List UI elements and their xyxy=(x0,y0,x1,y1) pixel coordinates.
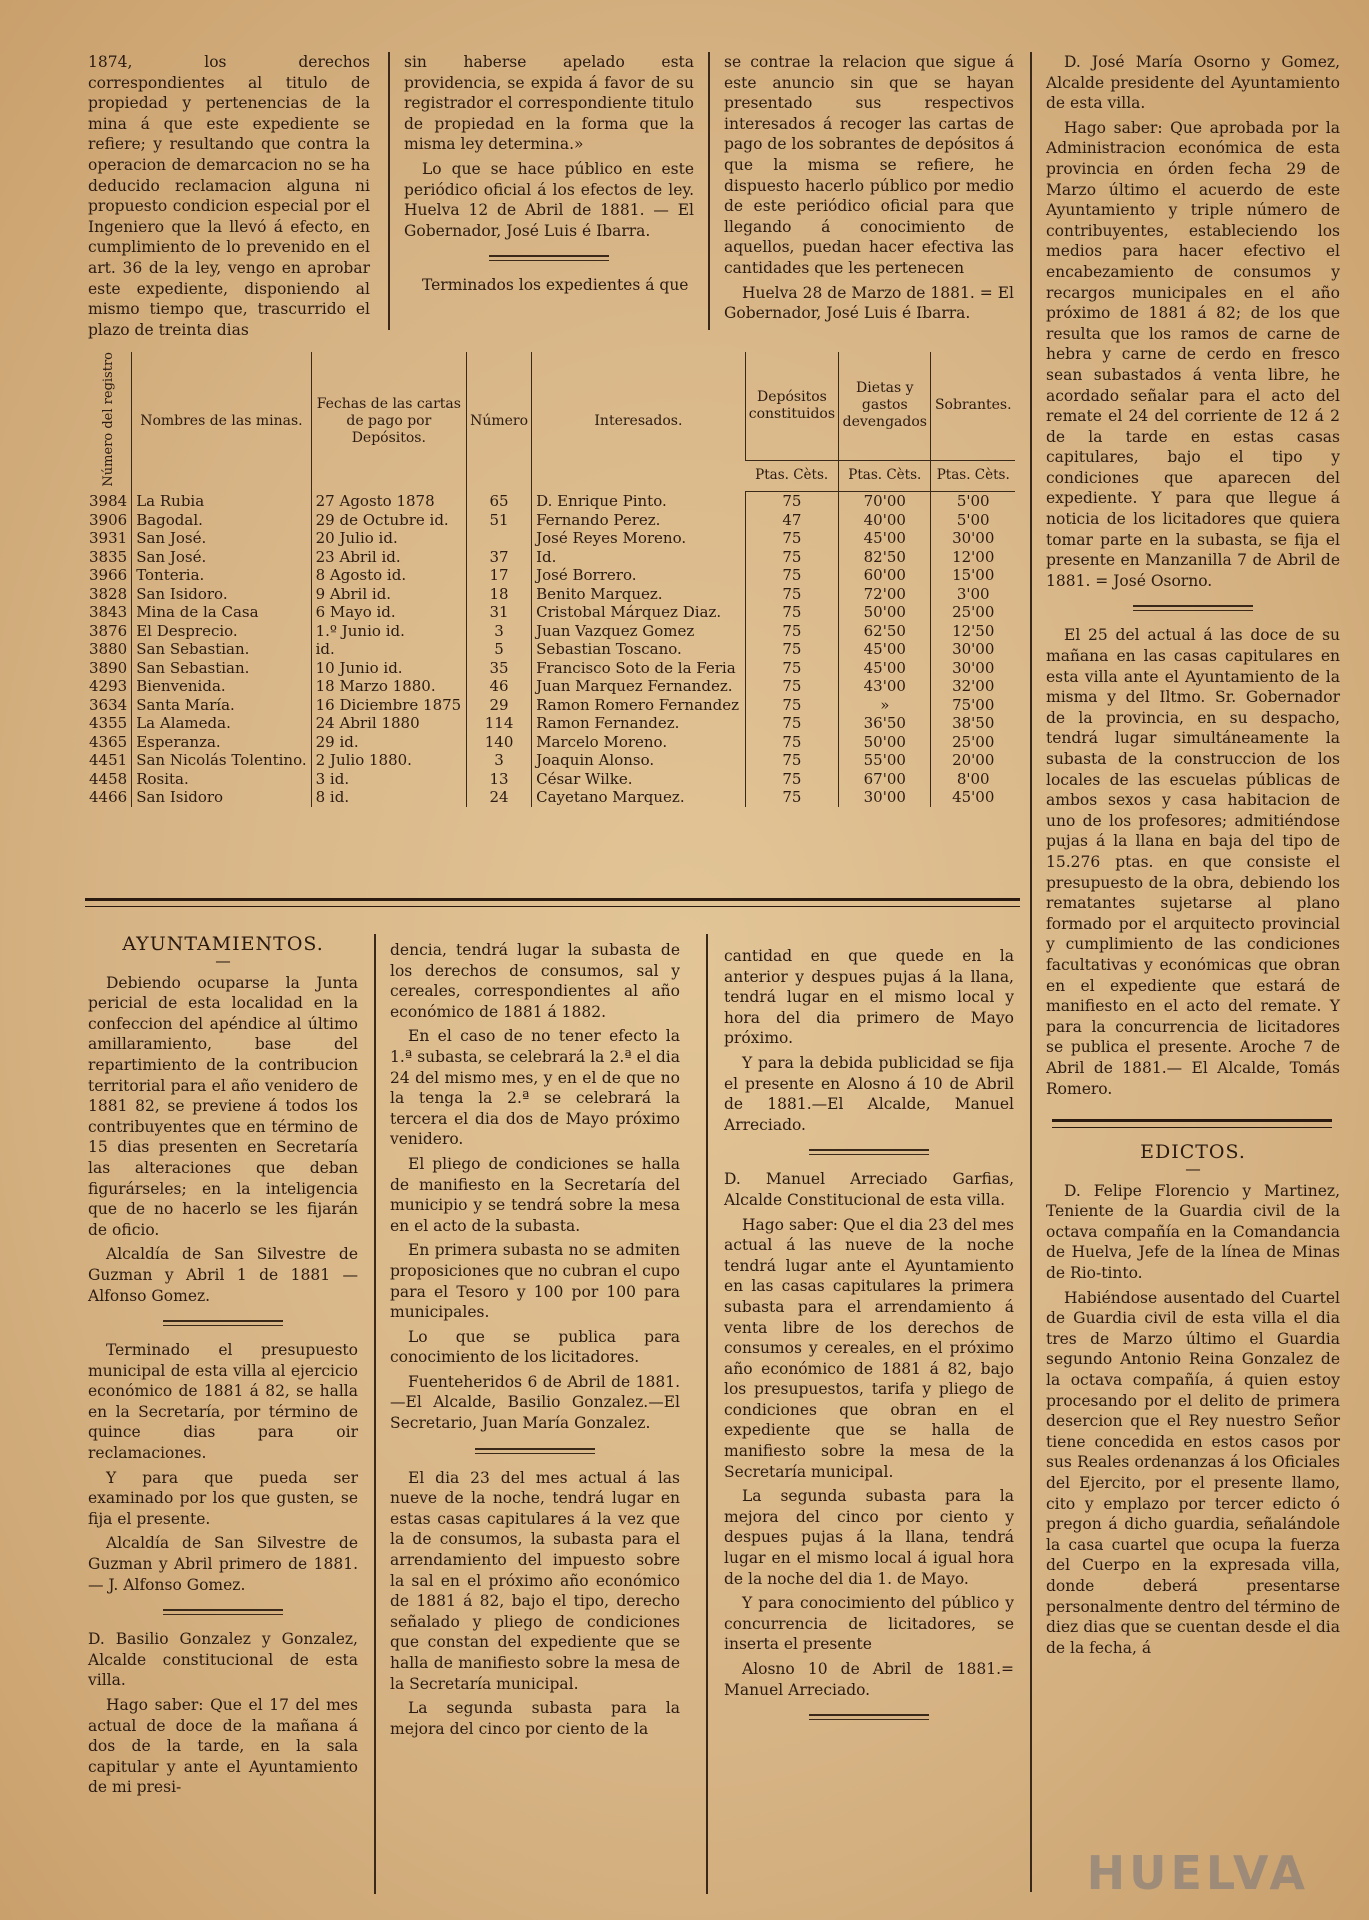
table-cell: 25'00 xyxy=(931,733,1015,752)
table-cell: San Sebastian. xyxy=(132,640,311,659)
col-interesados: Interesados. xyxy=(532,352,746,492)
table-cell: Ramon Romero Fernandez xyxy=(532,696,746,715)
table-body xyxy=(85,492,1015,807)
table-cell: 5 xyxy=(467,640,532,659)
table-cell: 3906 xyxy=(89,510,128,529)
separator xyxy=(163,1609,283,1615)
table-row xyxy=(85,659,1015,678)
table-cell: 50'00 xyxy=(839,603,931,622)
table-cell: 16 Diciembre 1875 xyxy=(311,696,466,715)
table-cell: 3 id. xyxy=(311,770,466,789)
table-cell: José Borrero. xyxy=(532,566,746,585)
arreciado-notice: Hago saber: Que el dia 23 del mes actual á las nueve de la noche tendrá lugar ante el Ayuntamiento en las casas capitulares la primera subasta para el arrendamiento á venta libre de los derechos de consumos y cereales, en el próximo año económico de 1881 á 82, bajo los presupuestos, tarifa y pliego de condiciones que obran en el expediente que se halla de manifiesto sobre la mesa de la Secretaría municipal. xyxy=(724,1215,1014,1481)
table-cell: Sebastian Toscano. xyxy=(532,640,746,659)
table-cell: 35 xyxy=(467,659,532,678)
osorno-notice: Hago saber: Que aprobada por la Administracion económica de esta provincia en órden fecha 29 de Marzo último el acuerdo de este Ayuntamiento y triple número de contribuyentes, estableciendo los medios para hacer efectivo el encabezamiento de consumos y recargos municipales en el año próximo de 1881 á 82; de los que resulta que los ramos de carne de hebra y carne de cerdo en fresco sean subastados á venta libre, he acordado señalar para el acto del remate el 24 del corriente de 12 á 2 de la tarde en estas casas capitulares, bajo el tipo y condiciones que aparecen del expediente. Y para que llegue á noticia de los licitadores que quiera tomar parte en la subasta, se fija el presente en Manzanilla 7 de Abril de 1881. = José Osorno. xyxy=(1046,118,1340,590)
bottom-column-2 xyxy=(390,940,680,1743)
table-cell: Santa María. xyxy=(132,696,311,715)
table-cell: 4355 xyxy=(89,714,128,733)
table-cell: 3880 xyxy=(89,640,128,659)
fuenteheridos-signature: Fuenteheridos 6 de Abril de 1881.—El Alcalde, Basilio Gonzalez.—El Secretario, Juan María Gonzalez. xyxy=(390,1372,680,1433)
table-cell: 3966 xyxy=(89,566,128,585)
table-cell: 70'00 xyxy=(839,492,931,511)
table-cell: 62'50 xyxy=(839,622,931,641)
table-cell: 30'00 xyxy=(931,659,1015,678)
table-cell: 12'00 xyxy=(931,548,1015,567)
table-cell: 72'00 xyxy=(839,585,931,604)
table-cell: 5'00 xyxy=(931,511,1015,530)
table-cell: 3634 xyxy=(89,695,128,714)
arreciado-signature: Alosno 10 de Abril de 1881.= Manuel Arreciado. xyxy=(724,1660,1014,1699)
table-row xyxy=(85,696,1015,715)
table-cell: 3984 xyxy=(89,491,128,510)
column-rule xyxy=(374,934,376,1894)
pliego-notice: El pliego de condiciones se halla de manifiesto en la Secretaría del municipio y se tendrá sobre la mesa en el acto de la subasta. xyxy=(390,1154,680,1235)
unit-label: Ptas. Cèts. xyxy=(839,460,931,491)
table-cell: 1.º Junio id. xyxy=(311,622,466,641)
table-cell: 75 xyxy=(745,603,838,622)
table-cell: 55'00 xyxy=(839,751,931,770)
table-cell: Juan Marquez Fernandez. xyxy=(532,677,746,696)
section-rule xyxy=(1052,1119,1332,1128)
table-cell: 10 Junio id. xyxy=(311,659,466,678)
top-column-3 xyxy=(724,52,1014,328)
table-cell: 4365 xyxy=(89,732,128,751)
table-cell: 75 xyxy=(745,696,838,715)
table-cell: 45'00 xyxy=(839,640,931,659)
table-cell: 75 xyxy=(745,751,838,770)
table-cell: 45'00 xyxy=(839,659,931,678)
table-cell: 3'00 xyxy=(931,585,1015,604)
table-cell: 20 Julio id. xyxy=(311,529,466,548)
table-cell: 43'00 xyxy=(839,677,931,696)
separator xyxy=(475,1448,595,1454)
licitadores-notice: Lo que se publica para conocimiento de los licitadores. xyxy=(390,1327,680,1367)
top-column-1 xyxy=(88,52,370,344)
separator xyxy=(163,1320,283,1326)
table-cell: 51 xyxy=(467,511,532,530)
table-cell: Bagodal. xyxy=(132,511,311,530)
table-row xyxy=(85,788,1015,807)
table-cell: 75 xyxy=(745,733,838,752)
table-cell: 46 xyxy=(467,677,532,696)
table-cell: 24 xyxy=(467,788,532,807)
table-cell: 3 xyxy=(467,751,532,770)
table-cell: Rosita. xyxy=(132,770,311,789)
table-cell: 30'00 xyxy=(931,529,1015,548)
table-cell: 25'00 xyxy=(931,603,1015,622)
table-cell: 4458 xyxy=(89,769,128,788)
table-cell: Benito Marquez. xyxy=(532,585,746,604)
governor-notice: Lo que se hace público en este periódico oficial á los efectos de ley. Huelva 12 de Abril de 1881. — El Gobernador, José Luis é Ibarra. xyxy=(404,159,694,240)
bottom-column-3 xyxy=(724,946,1014,1734)
alosno-cont: cantidad en que quede en la anterior y despues pujas á la llana, tendrá lugar en el mismo local y hora del dia primero de Mayo próximo. xyxy=(724,947,1014,1048)
col-dietas: Dietas y gastos devengados xyxy=(839,352,931,460)
table-cell: D. Enrique Pinto. xyxy=(532,492,746,511)
subasta-second: En el caso de no tener efecto la 1.ª subasta, se celebrará la 2.ª el dia 24 del mismo mes, y en el de que no la tenga la 2.ª se celebrará la tercera el dia dos de Mayo próximo venidero. xyxy=(390,1027,680,1149)
separator xyxy=(489,255,609,261)
unit-label: Ptas. Cèts. xyxy=(931,460,1015,491)
arreciado-publicity: Y para conocimiento del público y concurrencia de licitadores, se inserta el presente xyxy=(724,1594,1014,1654)
separator xyxy=(809,1149,929,1155)
table-cell: 20'00 xyxy=(931,751,1015,770)
table-row xyxy=(85,714,1015,733)
table-cell: 17 xyxy=(467,566,532,585)
table-cell: Francisco Soto de la Feria xyxy=(532,659,746,678)
table-cell: 24 Abril 1880 xyxy=(311,714,466,733)
table-cell: 75 xyxy=(745,677,838,696)
sal-notice: El dia 23 del mes actual á las nueve de la noche, tendrá lugar en estas casas capitulares á la vez que la de consumos, la subasta para el arrendamiento del impuesto sobre la sal en el próximo año económico de 1881 á 82, bajo el tipo, derecho señalado y pliego de condiciones que constan del expediente que se halla de manifiesto sobre la mesa de la Secretaría municipal. xyxy=(390,1468,680,1693)
table-row xyxy=(85,529,1015,548)
huelva-watermark-logo: HUELVA xyxy=(1086,1846,1309,1900)
table-cell: 18 Marzo 1880. xyxy=(311,677,466,696)
deposits-intro: Terminados los expedientes á que xyxy=(422,276,689,295)
table-cell: San Sebastian. xyxy=(132,659,311,678)
table-row xyxy=(85,511,1015,530)
table-cell: Juan Vazquez Gomez xyxy=(532,622,746,641)
table-cell: 23 Abril id. xyxy=(311,548,466,567)
table-cell: Fernando Perez. xyxy=(532,511,746,530)
table-cell: San José. xyxy=(132,548,311,567)
table-cell: 3828 xyxy=(89,584,128,603)
budget-signature: Alcaldía de San Silvestre de Guzman y Abril primero de 1881.— J. Alfonso Gomez. xyxy=(88,1534,358,1594)
table-cell: 4451 xyxy=(89,751,128,770)
table-cell: 15'00 xyxy=(931,566,1015,585)
table-cell: 75 xyxy=(745,770,838,789)
table-cell: 75'00 xyxy=(931,696,1015,715)
table-cell: 3890 xyxy=(89,658,128,677)
column-rule xyxy=(706,934,708,1894)
separator xyxy=(809,1714,929,1720)
top-column-4 xyxy=(1046,52,1340,1662)
table-cell: 75 xyxy=(745,585,838,604)
heading-dash: — xyxy=(215,951,231,970)
table-cell: 36'50 xyxy=(839,714,931,733)
table-cell: 3876 xyxy=(89,621,128,640)
table-row xyxy=(85,492,1015,511)
table-cell: 37 xyxy=(467,548,532,567)
gonzalez-title: D. Basilio Gonzalez y Gonzalez, Alcalde constitucional de esta villa. xyxy=(88,1630,358,1690)
heading-dash: — xyxy=(1185,1159,1201,1178)
alosno-signature: Y para la debida publicidad se fija el presente en Alosno á 10 de Abril de 1881.—El Alcalde, Manuel Arreciado. xyxy=(724,1053,1014,1134)
top-column-2 xyxy=(404,52,694,300)
col-fechas: Fechas de las cartas de pago por Depósitos. xyxy=(311,352,466,492)
junta-notice: Debiendo ocuparse la Junta pericial de esta localidad en la confeccion del apéndice al último amillaramiento, base del repartimiento de la contribucion territorial para el año venidero de 1881 82, se previene á todos los contribuyentes que en término de 15 dias presenten en Secretaría las alteraciones que deban figurárseles; en la inteligencia que de no hacerlo se les fijarán de oficio. xyxy=(88,973,358,1239)
table-cell: 27 Agosto 1878 xyxy=(311,492,466,511)
table-cell: San Isidoro xyxy=(132,788,311,807)
deposits-notice: se contrae la relacion que sigue á este anuncio sin que se hayan presentado sus respectivos interesados á recoger las cartas de pago de los sobrantes de depósitos á que la misma se refiere, he dispuesto hacerlo público por medio de este periódico oficial para que llegando á conocimiento de aquellos, puedan hacer efectiva las cantidades que les pertenecen xyxy=(724,53,1014,277)
table-cell: César Wilke. xyxy=(532,770,746,789)
table-row xyxy=(85,733,1015,752)
table-cell: 75 xyxy=(745,640,838,659)
table-cell: 45'00 xyxy=(931,788,1015,807)
table-cell: 30'00 xyxy=(839,788,931,807)
table-cell: Id. xyxy=(532,548,746,567)
table-cell: 5'00 xyxy=(931,492,1015,511)
table-cell: 2 Julio 1880. xyxy=(311,751,466,770)
table-cell: Tonteria. xyxy=(132,566,311,585)
table-cell: 47 xyxy=(745,511,838,530)
budget-notice: Terminado el presupuesto municipal de esta villa al ejercicio económico de 1881 á 82, se halla en la Secretaría, por término de quince dias para oir reclamaciones. xyxy=(88,1341,358,1463)
table-cell: 3843 xyxy=(89,603,128,622)
table-cell: 67'00 xyxy=(839,770,931,789)
table-cell: Joaquin Alonso. xyxy=(532,751,746,770)
table-cell: 75 xyxy=(745,659,838,678)
column-rule xyxy=(1030,52,1032,1892)
table-cell: 8 Agosto id. xyxy=(311,566,466,585)
table-cell: » xyxy=(839,696,931,715)
table-cell: 75 xyxy=(745,788,838,807)
table-cell: 3 xyxy=(467,622,532,641)
table-row xyxy=(85,585,1015,604)
separator xyxy=(1133,605,1253,611)
table-cell: 9 Abril id. xyxy=(311,585,466,604)
table-cell: 75 xyxy=(745,714,838,733)
edict-text: Habiéndose ausentado del Cuartel de Guardia civil de esta villa el dia tres de Marzo último el Guardia segundo Antonio Reina Gonzalez de la octava compañía, á quien estoy procesando por el delito de primera desercion que el Rey nuestro Señor tiene concedida en estos casos por sus Reales ordenanzas á los Oficiales del Ejercito, por el presente llamo, cito y emplazo por tercer edicto ó pregon á dicho guardia, señalándole la casa cuartel que ocupa la fuerza del Cuerpo en la expresada villa, donde deberá presentarse personalmente dentro del término de diez dias que se cuentan desde el dia de la fecha, á xyxy=(1046,1288,1340,1657)
table-cell: 65 xyxy=(467,492,532,511)
table-cell: 82'50 xyxy=(839,548,931,567)
table-cell: 75 xyxy=(745,622,838,641)
table-cell: 29 xyxy=(467,696,532,715)
table-cell: San Isidoro. xyxy=(132,585,311,604)
table-cell: San Nicolás Tolentino. xyxy=(132,751,311,770)
table-cell: 32'00 xyxy=(931,677,1015,696)
table-cell: La Rubia xyxy=(132,492,311,511)
table-cell: Cayetano Marquez. xyxy=(532,788,746,807)
table-row xyxy=(85,603,1015,622)
table-cell: San José. xyxy=(132,529,311,548)
mine-approval-text: 1874, los derechos correspondientes al titulo de propiedad y pertenencias de la mina á que este expediente se refiere; y resultando que contra la operacion de demarcacion no se ha deducido reclamacion alguna ni propuesto condicion especial por el Ingeniero que la llevó á efecto, en cumplimiento de lo prevenido en el art. 36 de la ley, vengo en aprobar este expediente, disponiendo al mismo tiempo que, trascurrido el plazo de treinta dias xyxy=(88,53,370,339)
table-cell: 18 xyxy=(467,585,532,604)
table-cell: Ramon Fernandez. xyxy=(532,714,746,733)
deposits-signature: Huelva 28 de Marzo de 1881. = El Gobernador, José Luis é Ibarra. xyxy=(724,283,1014,323)
table-row xyxy=(85,770,1015,789)
table-cell: 3835 xyxy=(89,547,128,566)
table-cell: Cristobal Márquez Diaz. xyxy=(532,603,746,622)
column-rule xyxy=(388,52,390,330)
aroche-notice: El 25 del actual á las doce de su mañana en las casas capitulares en esta villa ante el Ayuntamiento de la misma y del Iltmo. Sr. Gobernador de la provincia, en su despacho, tendrá lugar simultáneamente la subasta de la construccion de los locales de las escuelas públicas de ambos sexos y casa habitacion de uno de los profesores; admitiéndose pujas á la llana en baja del tipo de 15.276 ptas. en que consiste el presupuesto de la obra, debiendo los rematantes sujetarse al plano formado por el arquitecto provincial y cumplimiento de las condiciones facultativas y económicas que obran en el expediente que estará de manifiesto en el acto del remate. Y para la concurrencia de licitadores se publica el presente. Aroche 7 de Abril de 1881.— El Alcalde, Tomás Romero. xyxy=(1046,626,1340,1098)
table-cell: 60'00 xyxy=(839,566,931,585)
table-cell: El Desprecio. xyxy=(132,622,311,641)
table-cell: 38'50 xyxy=(931,714,1015,733)
table-cell: 75 xyxy=(745,566,838,585)
subasta-cont: dencia, tendrá lugar la subasta de los derechos de consumos, sal y cereales, correspondientes al año económico de 1881 á 1882. xyxy=(390,941,680,1021)
table-cell: José Reyes Moreno. xyxy=(532,529,746,548)
primera-subasta: En primera subasta no se admiten proposiciones que no cubran el cupo para el Tesoro y 100 por 100 para municipales. xyxy=(390,1241,680,1322)
junta-signature: Alcaldía de San Silvestre de Guzman y Abril 1 de 1881 — Alfonso Gomez. xyxy=(88,1245,358,1305)
table-cell: La Alameda. xyxy=(132,714,311,733)
ayuntamientos-heading: AYUNTAMIENTOS. xyxy=(122,933,324,955)
table-cell: id. xyxy=(311,640,466,659)
table-cell: 8 id. xyxy=(311,788,466,807)
table-cell: 3931 xyxy=(89,529,128,548)
table-cell: 29 id. xyxy=(311,733,466,752)
table-row xyxy=(85,566,1015,585)
table-cell: 12'50 xyxy=(931,622,1015,641)
table-cell: 50'00 xyxy=(839,733,931,752)
table-row xyxy=(85,548,1015,567)
providence-text: sin haberse apelado esta providencia, se expida á favor de su registrador el correspondiente titulo de propiedad en la forma que la misma ley determina.» xyxy=(404,53,694,154)
deposits-table xyxy=(85,352,1015,807)
table-cell: 4466 xyxy=(89,788,128,807)
table-cell: Marcelo Moreno. xyxy=(532,733,746,752)
table-row xyxy=(85,640,1015,659)
table-cell: 6 Mayo id. xyxy=(311,603,466,622)
section-rule xyxy=(85,898,1020,907)
col-depositos: Depósitos constituidos xyxy=(745,352,838,460)
column-rule xyxy=(708,52,710,330)
table-cell: 140 xyxy=(467,733,532,752)
table-cell: Bienvenida. xyxy=(132,677,311,696)
gonzalez-notice: Hago saber: Que el 17 del mes actual de doce de la mañana á dos de la tarde, en la sala capitular y ante el Ayuntamiento de mi presi- xyxy=(88,1696,358,1797)
table-cell: 40'00 xyxy=(839,511,931,530)
table-cell: 8'00 xyxy=(931,770,1015,789)
col-registro: Número del registro xyxy=(100,352,116,487)
table-row xyxy=(85,751,1015,770)
col-minas: Nombres de las minas. xyxy=(132,352,311,492)
table-cell: 75 xyxy=(745,492,838,511)
arreciado-title: D. Manuel Arreciado Garfias, Alcalde Constitucional de esta villa. xyxy=(724,1170,1014,1209)
table-cell: 45'00 xyxy=(839,529,931,548)
table-cell: 75 xyxy=(745,548,838,567)
arreciado-second: La segunda subasta para la mejora del cinco por ciento y despues pujas á la llana, tendrá lugar en el mismo local á igual hora de la noche del dia 1. de Mayo. xyxy=(724,1487,1014,1588)
table-row xyxy=(85,622,1015,641)
table-cell xyxy=(467,529,532,548)
table-row xyxy=(85,677,1015,696)
col-sobrantes: Sobrantes. xyxy=(931,352,1015,460)
table-cell: 75 xyxy=(745,529,838,548)
col-numero: Número xyxy=(467,352,532,492)
table-cell: Mina de la Casa xyxy=(132,603,311,622)
table-cell: 114 xyxy=(467,714,532,733)
budget-exam: Y para que pueda ser examinado por los que gusten, se fija el presente. xyxy=(88,1468,358,1528)
unit-label: Ptas. Cèts. xyxy=(745,460,838,491)
bottom-column-1 xyxy=(88,934,358,1802)
table-cell: 30'00 xyxy=(931,640,1015,659)
table-cell: 31 xyxy=(467,603,532,622)
edictos-heading: EDICTOS. xyxy=(1140,1141,1246,1164)
table-cell: 4293 xyxy=(89,677,128,696)
table-cell: Esperanza. xyxy=(132,733,311,752)
table-cell: 13 xyxy=(467,770,532,789)
edict-officer: D. Felipe Florencio y Martinez, Teniente de la Guardia civil de la octava compañía en la Comandancia de Huelva, Jefe de la línea de Minas de Rio-tinto. xyxy=(1046,1181,1340,1283)
segunda-subasta: La segunda subasta para la mejora del cinco por ciento de la xyxy=(390,1699,680,1738)
osorno-title: D. José María Osorno y Gomez, Alcalde presidente del Ayuntamiento de esta villa. xyxy=(1046,53,1340,113)
table-cell: 29 de Octubre id. xyxy=(311,511,466,530)
